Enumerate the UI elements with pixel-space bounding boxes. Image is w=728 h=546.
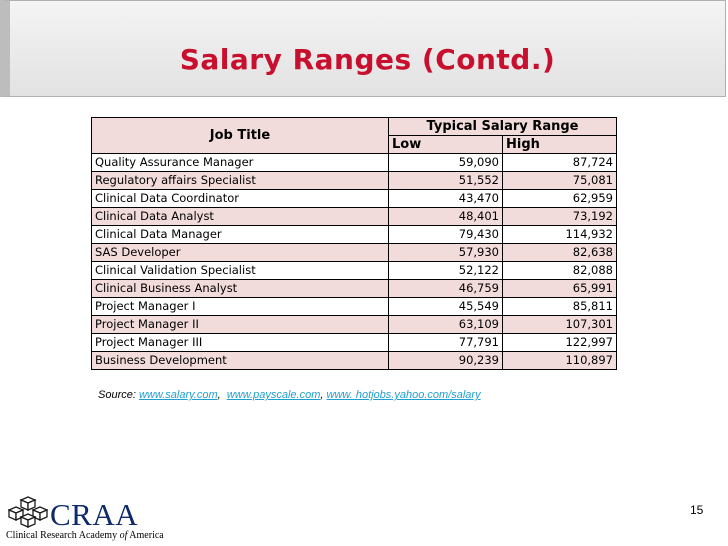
low-cell: 48,401 (389, 208, 503, 226)
header-high: High (503, 136, 617, 154)
high-cell: 82,638 (503, 244, 617, 262)
low-cell: 77,791 (389, 334, 503, 352)
logo-subtitle-part: America (127, 530, 164, 541)
job-title-cell: Clinical Data Coordinator (92, 190, 389, 208)
job-title-cell: Project Manager I (92, 298, 389, 316)
salary-link[interactable]: www.salary.com (138, 389, 218, 401)
payscale-link[interactable]: www.payscale.com (226, 389, 321, 401)
high-cell: 110,897 (503, 352, 617, 370)
high-cell: 87,724 (503, 154, 617, 172)
high-cell: 75,081 (503, 172, 617, 190)
low-cell: 46,759 (389, 280, 503, 298)
high-cell: 85,811 (503, 298, 617, 316)
high-cell: 73,192 (503, 208, 617, 226)
salary-table (91, 117, 617, 370)
job-title-cell: Project Manager II (92, 316, 389, 334)
high-cell: 62,959 (503, 190, 617, 208)
header-job-title: Job Title (92, 118, 389, 154)
high-cell: 82,088 (503, 262, 617, 280)
page-number: 15 (690, 503, 704, 517)
high-cell: 122,997 (503, 334, 617, 352)
low-cell: 63,109 (389, 316, 503, 334)
low-cell: 52,122 (389, 262, 503, 280)
logo-subtitle-part: Clinical Research Academy (6, 530, 120, 541)
low-cell: 90,239 (389, 352, 503, 370)
table-row (92, 352, 617, 370)
job-title-cell: Quality Assurance Manager (92, 154, 389, 172)
table-row (92, 226, 617, 244)
table-row (92, 172, 617, 190)
job-title-cell: Clinical Business Analyst (92, 280, 389, 298)
source-separator: , (320, 389, 324, 401)
job-title-cell: SAS Developer (92, 244, 389, 262)
source-separator: , (217, 389, 221, 401)
high-cell: 107,301 (503, 316, 617, 334)
job-title-cell: Regulatory affairs Specialist (92, 172, 389, 190)
logo-subtitle-italic: of (119, 530, 128, 541)
header-salary-range: Typical Salary Range (389, 118, 617, 136)
low-cell: 57,930 (389, 244, 503, 262)
job-title-cell: Business Development (92, 352, 389, 370)
title-bar (0, 0, 726, 97)
table-row (92, 316, 617, 334)
table-row (92, 208, 617, 226)
table-row (92, 262, 617, 280)
low-cell: 59,090 (389, 154, 503, 172)
slide-title: Salary Ranges (Contd.) (179, 43, 556, 76)
craa-logo (6, 495, 164, 543)
job-title-cell: Project Manager III (92, 334, 389, 352)
table-row (92, 190, 617, 208)
source-label: Source: (98, 389, 136, 401)
low-cell: 79,430 (389, 226, 503, 244)
header-low: Low (389, 136, 503, 154)
hotjobs-link[interactable]: www. hotjobs.yahoo.com/salary (326, 389, 481, 401)
table-row (92, 334, 617, 352)
job-title-cell: Clinical Validation Specialist (92, 262, 389, 280)
high-cell: 114,932 (503, 226, 617, 244)
job-title-cell: Clinical Data Analyst (92, 208, 389, 226)
low-cell: 43,470 (389, 190, 503, 208)
table-row (92, 280, 617, 298)
source-note (98, 389, 481, 401)
table-row (92, 244, 617, 262)
low-cell: 51,552 (389, 172, 503, 190)
table-row (92, 298, 617, 316)
low-cell: 45,549 (389, 298, 503, 316)
logo-wordmark: CRAA (50, 497, 139, 532)
table-row (92, 154, 617, 172)
logo-subtitle (6, 530, 164, 541)
cube-logo-icon (8, 495, 48, 529)
high-cell: 65,991 (503, 280, 617, 298)
job-title-cell: Clinical Data Manager (92, 226, 389, 244)
